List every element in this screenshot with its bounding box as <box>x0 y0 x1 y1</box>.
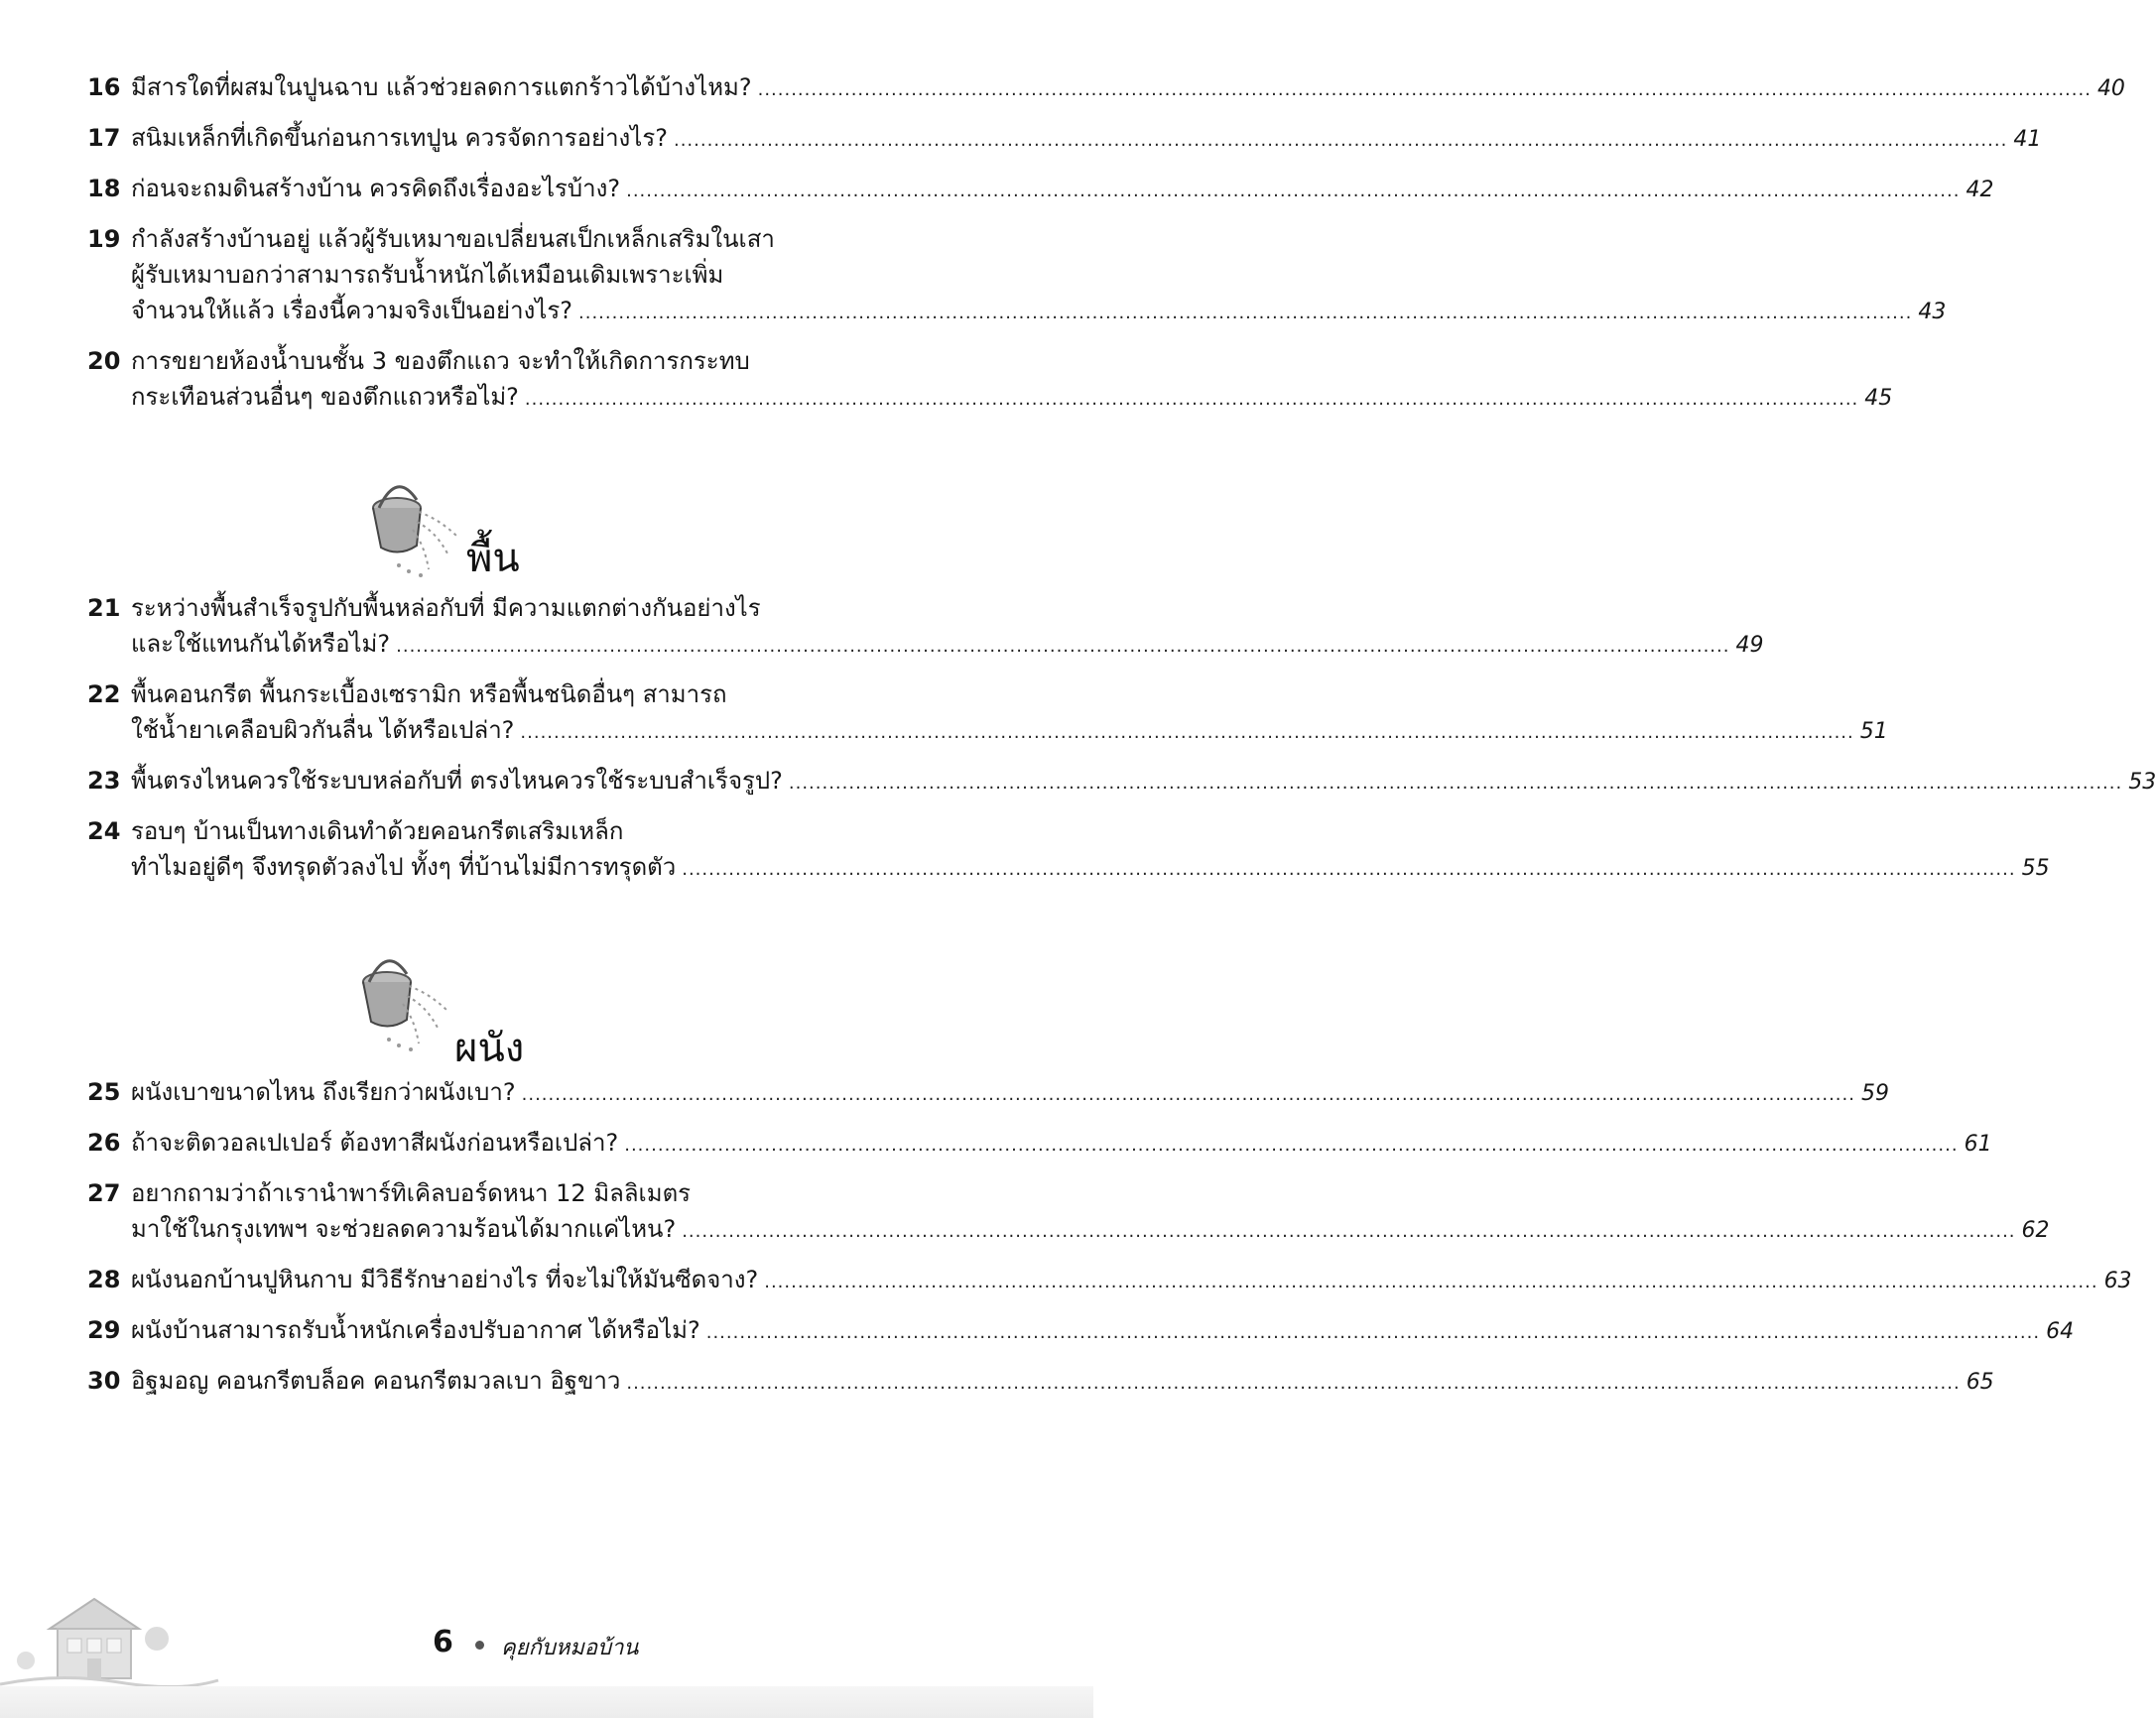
toc-entry[interactable] <box>87 69 2125 105</box>
entry-number: 22 <box>87 680 121 708</box>
toc-entry[interactable] <box>87 1175 2050 1247</box>
entry-number: 20 <box>87 347 121 375</box>
toc-entry-line <box>87 221 998 257</box>
toc-list-1 <box>87 69 2125 430</box>
entry-title: มีสารใดที่ผสมในปูนฉาบ แล้วช่วยลดการแตกร้าวได้บ้างไหม? <box>131 73 752 101</box>
entry-title: ผนังบ้านสามารถรับน้ำหนักเครื่องปรับอากาศ ได้หรือไม่? <box>131 1316 700 1344</box>
entry-page-number: 49 <box>1735 633 1764 658</box>
entry-number: 21 <box>87 594 121 622</box>
toc-entry[interactable] <box>87 1363 1994 1399</box>
toc-entry-line <box>87 849 2050 885</box>
dot-leader: ........................................................................................................................................................................................................ <box>682 859 2016 880</box>
entry-title: อิฐมอญ คอนกรีตบล็อค คอนกรีตมวลเบา อิฐขาว <box>131 1367 621 1395</box>
dot-leader: ........................................................................................................................................................................................................ <box>521 1084 1855 1105</box>
entry-title: มาใช้ในกรุงเทพฯ จะช่วยลดความร้อนได้มากแค่ไหน? <box>131 1215 677 1243</box>
entry-page-number: 43 <box>1918 300 1947 324</box>
entry-page-number: 41 <box>2013 127 2042 152</box>
toc-list-2 <box>87 590 2156 900</box>
entry-title: ผู้รับเหมาบอกว่าสามารถรับน้ำหนักได้เหมือนเดิมเพราะเพิ่ม <box>131 261 724 289</box>
entry-number: 23 <box>87 767 121 795</box>
entry-page-number: 45 <box>1864 386 1893 411</box>
toc-entry[interactable] <box>87 1125 1992 1161</box>
dot-leader: ........................................................................................................................................................................................................ <box>705 1322 2041 1343</box>
entry-title: ระหว่างพื้นสำเร็จรูปกับพื้นหล่อกับที่ มีความแตกต่างกันอย่างไร <box>131 594 761 622</box>
toc-entry-line <box>87 257 998 293</box>
bullet-separator <box>475 1641 484 1650</box>
dot-leader: ........................................................................................................................................................................................................ <box>626 181 1961 201</box>
toc-entry[interactable] <box>87 676 1888 748</box>
entry-page-number: 64 <box>2046 1319 2075 1344</box>
toc-entry-line <box>87 1175 998 1211</box>
toc-entry-line <box>87 1074 1889 1110</box>
entry-page-number: 42 <box>1966 178 1994 202</box>
entry-title: กำลังสร้างบ้านอยู่ แล้วผู้รับเหมาขอเปลี่ยนสเป็กเหล็กเสริมในเสา <box>131 225 775 253</box>
section-header-wall <box>0 940 1093 1079</box>
entry-number: 16 <box>87 73 121 101</box>
toc-entry-line <box>87 1125 1992 1161</box>
entry-page-number: 62 <box>2021 1218 2050 1243</box>
entry-number: 24 <box>87 817 121 845</box>
toc-entry-line <box>87 626 1764 662</box>
dot-leader: ........................................................................................................................................................................................................ <box>520 722 1854 743</box>
entry-page-number: 59 <box>1860 1081 1889 1106</box>
entry-title: ผนังเบาขนาดไหน ถึงเรียกว่าผนังเบา? <box>131 1078 516 1106</box>
entry-title: พื้นคอนกรีต พื้นกระเบื้องเซรามิก หรือพื้นชนิดอื่นๆ สามารถ <box>131 680 727 708</box>
footer-ground-band <box>0 1686 1093 1718</box>
toc-entry-line <box>87 120 2042 156</box>
toc-entry-line <box>87 379 1893 415</box>
toc-entry[interactable] <box>87 343 1893 415</box>
toc-entry[interactable] <box>87 813 2050 885</box>
toc-entry[interactable] <box>87 1074 1889 1110</box>
dot-leader: ........................................................................................................................................................................................................ <box>624 1135 1959 1156</box>
toc-entry-line <box>87 171 1994 206</box>
dot-leader: ........................................................................................................................................................................................................ <box>578 303 1913 323</box>
toc-entry[interactable] <box>87 120 2042 156</box>
entry-title: พื้นตรงไหนควรใช้ระบบหล่อกับที่ ตรงไหนควรใช้ระบบสำเร็จรูป? <box>131 767 783 795</box>
dot-leader: ........................................................................................................................................................................................................ <box>396 636 1730 657</box>
toc-entry-line <box>87 676 998 712</box>
entry-number: 19 <box>87 225 121 253</box>
entry-page-number: 63 <box>2103 1269 2132 1293</box>
entry-number: 26 <box>87 1129 121 1157</box>
section-title-wall: ผนัง <box>454 1026 525 1071</box>
entry-title: รอบๆ บ้านเป็นทางเดินทำด้วยคอนกรีตเสริมเหล็ก <box>131 817 624 845</box>
entry-page-number: 53 <box>2128 770 2156 795</box>
entry-title: การขยายห้องน้ำบนชั้น 3 ของตึกแถว จะทำให้เกิดการกระทบ <box>131 347 750 375</box>
entry-page-number: 65 <box>1966 1370 1994 1395</box>
entry-title: ก่อนจะถมดินสร้างบ้าน ควรคิดถึงเรื่องอะไรบ้าง? <box>131 175 621 202</box>
entry-title: ผนังนอกบ้านปูหินกาบ มีวิธีรักษาอย่างไร ที่จะไม่ให้มันซีดจาง? <box>131 1266 759 1293</box>
entry-page-number: 51 <box>1859 719 1888 744</box>
toc-entry-line <box>87 1211 2050 1247</box>
toc-entry[interactable] <box>87 1312 2075 1348</box>
toc-entry-line <box>87 763 2156 798</box>
toc-entry-line <box>87 1363 1994 1399</box>
book-title: คุยกับหมอบ้าน <box>501 1636 639 1660</box>
entry-title: กระเทือนส่วนอื่นๆ ของตึกแถวหรือไม่? <box>131 383 519 411</box>
entry-title: จำนวนให้แล้ว เรื่องนี้ความจริงเป็นอย่างไร? <box>131 297 572 324</box>
toc-entry-line <box>87 813 998 849</box>
entry-number: 18 <box>87 175 121 202</box>
entry-page-number: 55 <box>2021 856 2050 881</box>
entry-page-number: 40 <box>2096 76 2125 101</box>
dot-leader: ........................................................................................................................................................................................................ <box>757 79 2092 100</box>
page-number: 6 <box>433 1625 453 1659</box>
entry-page-number: 61 <box>1964 1132 1992 1157</box>
entry-number: 28 <box>87 1266 121 1293</box>
toc-entry[interactable] <box>87 171 1994 206</box>
watering-bucket-icon <box>359 466 478 585</box>
entry-title: และใช้แทนกันได้หรือไม่? <box>131 630 391 658</box>
dot-leader: ........................................................................................................................................................................................................ <box>626 1373 1961 1394</box>
toc-entry[interactable] <box>87 1262 2132 1297</box>
toc-entry-line <box>87 1312 2075 1348</box>
entry-number: 27 <box>87 1179 121 1207</box>
entry-number: 30 <box>87 1367 121 1395</box>
entry-title: ทำไมอยู่ดีๆ จึงทรุดตัวลงไป ทั้งๆ ที่บ้านไม่มีการทรุดตัว <box>131 853 677 881</box>
entry-title: ใช้น้ำยาเคลือบผิวกันลื่น ได้หรือเปล่า? <box>131 716 515 744</box>
house-decoration-icon <box>0 1577 218 1696</box>
toc-entry-line <box>87 69 2125 105</box>
entry-title: ถ้าจะติดวอลเปเปอร์ ต้องทาสีผนังก่อนหรือเปล่า? <box>131 1129 619 1157</box>
section-title-floor: พื้น <box>466 536 520 581</box>
dot-leader: ........................................................................................................................................................................................................ <box>764 1272 2098 1292</box>
toc-entry-line <box>87 590 998 626</box>
dot-leader: ........................................................................................................................................................................................................ <box>788 773 2123 794</box>
toc-entry-line <box>87 293 1947 328</box>
toc-entry[interactable] <box>87 763 2156 798</box>
entry-title: สนิมเหล็กที่เกิดขึ้นก่อนการเทปูน ควรจัดการอย่างไร? <box>131 124 668 152</box>
toc-entry-line <box>87 1262 2132 1297</box>
dot-leader: ........................................................................................................................................................................................................ <box>673 130 2008 151</box>
entry-number: 25 <box>87 1078 121 1106</box>
dot-leader: ........................................................................................................................................................................................................ <box>524 389 1859 410</box>
entry-title: อยากถามว่าถ้าเรานำพาร์ทิเคิลบอร์ดหนา 12 มิลลิเมตร <box>131 1179 692 1207</box>
section-header-floor <box>0 466 1093 605</box>
dot-leader: ........................................................................................................................................................................................................ <box>682 1221 2016 1242</box>
toc-list-3 <box>87 1074 2132 1413</box>
entry-number: 17 <box>87 124 121 152</box>
watering-bucket-icon <box>349 940 468 1059</box>
entry-number: 29 <box>87 1316 121 1344</box>
toc-entry-line <box>87 712 1888 748</box>
toc-entry-line <box>87 343 998 379</box>
toc-entry[interactable] <box>87 590 1764 662</box>
toc-entry[interactable] <box>87 221 1947 328</box>
